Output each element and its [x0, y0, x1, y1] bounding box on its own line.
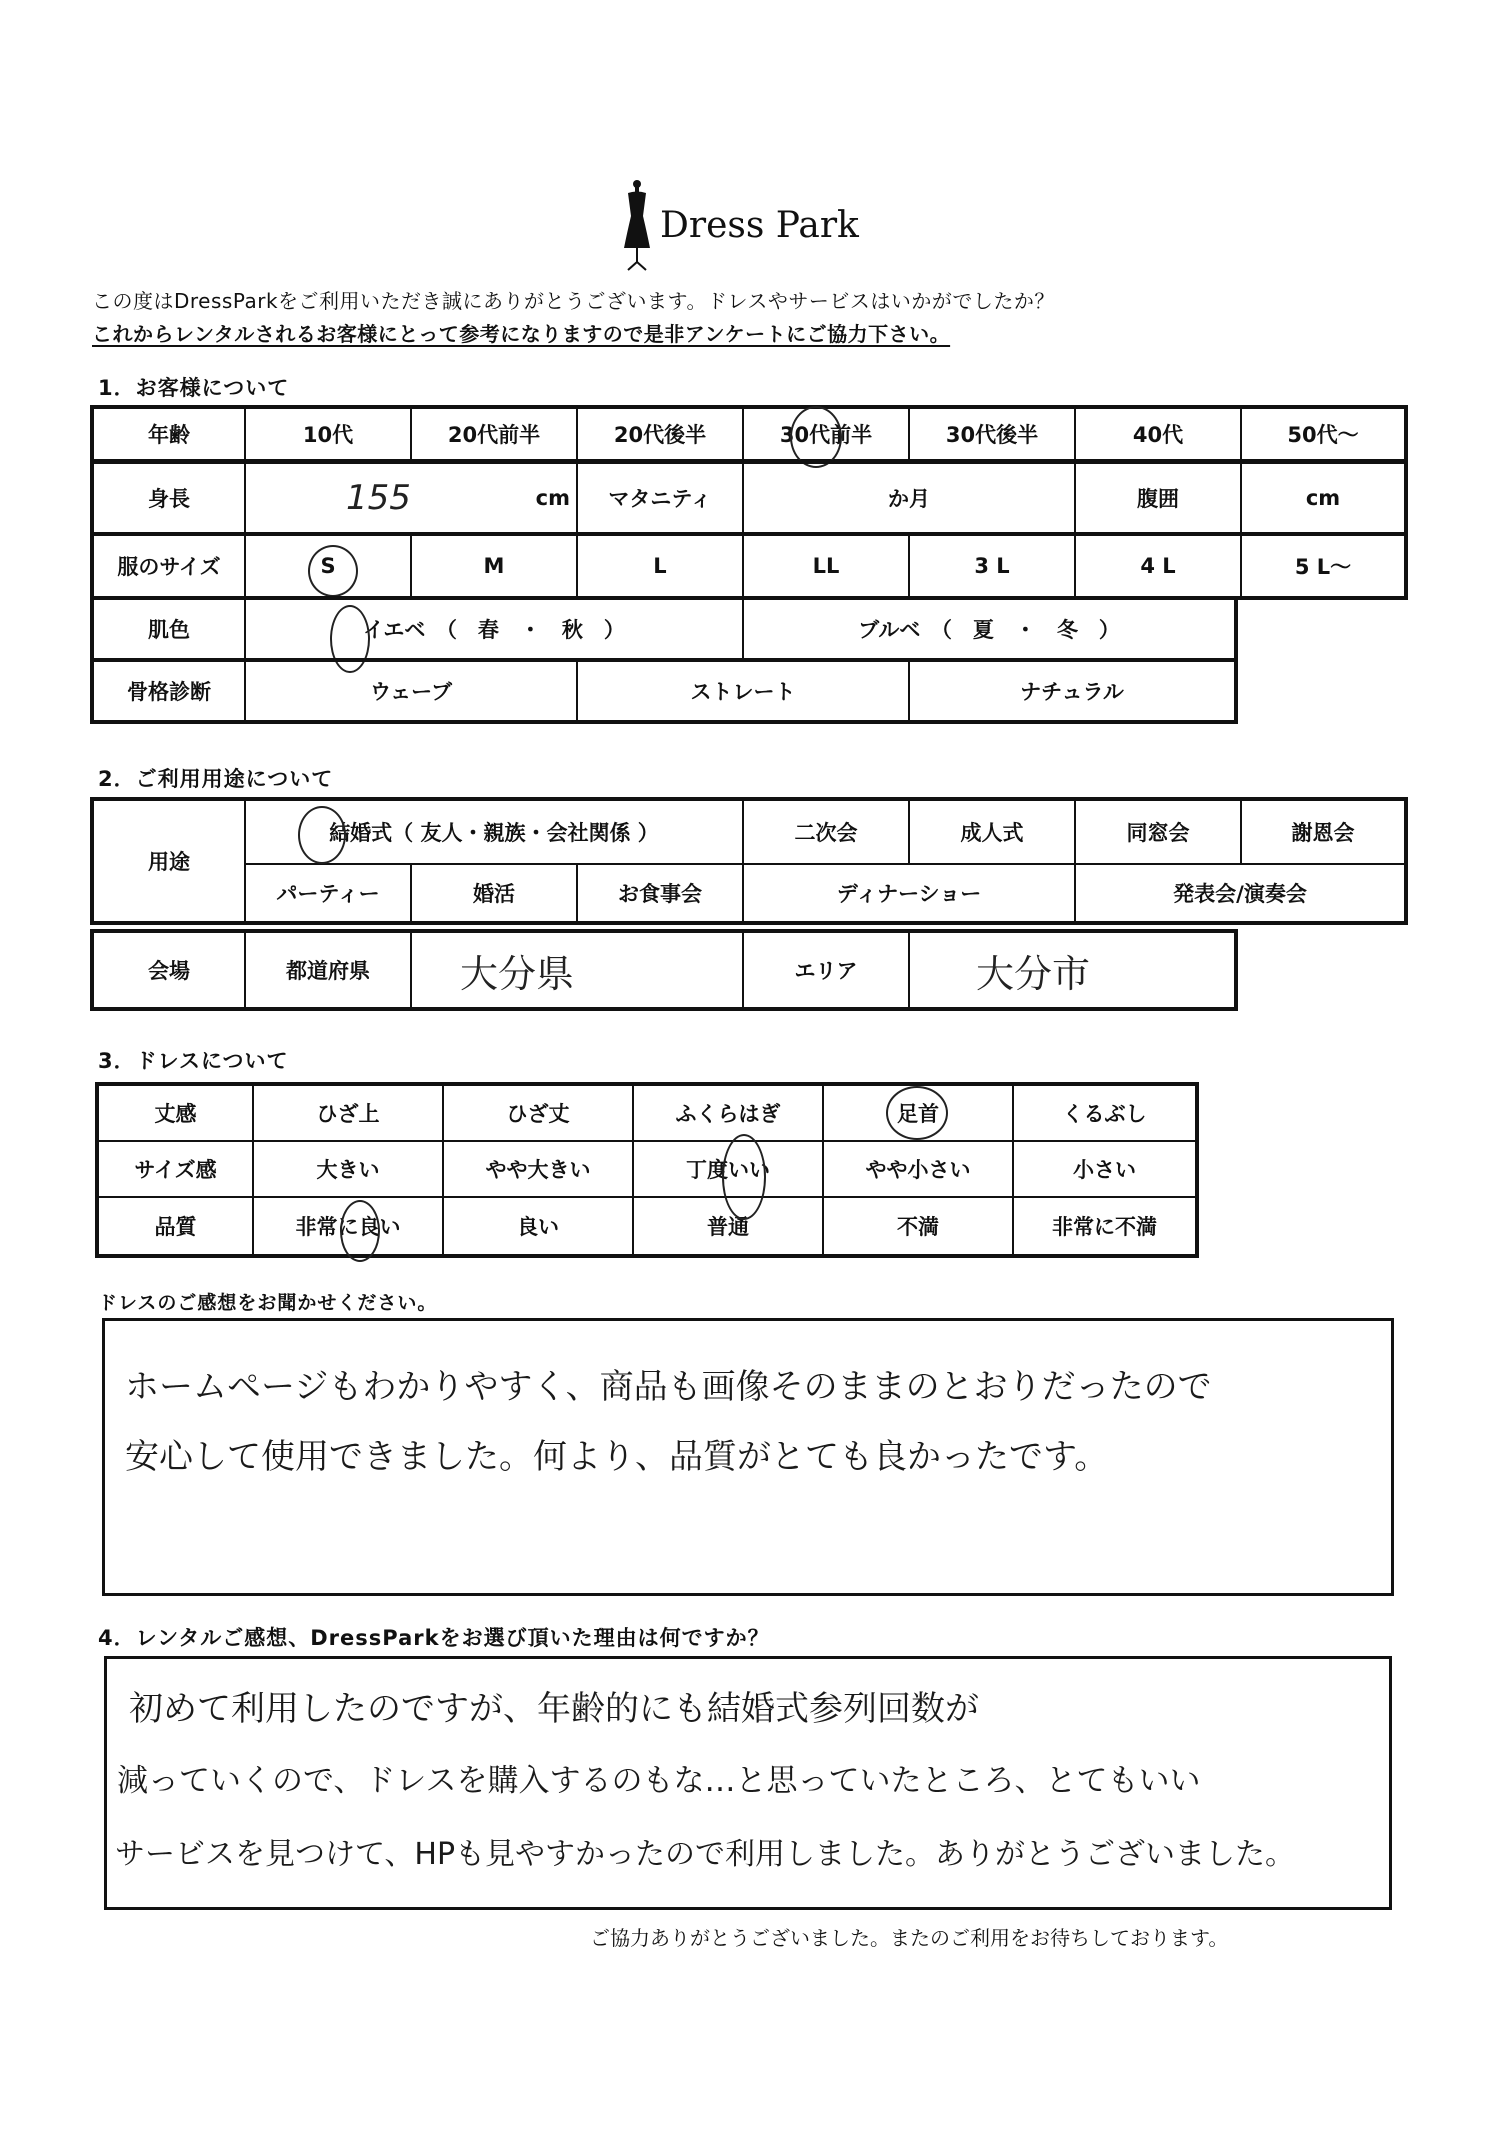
section-2-title: 2．ご利用用途について [98, 767, 334, 791]
height-table [90, 460, 1408, 536]
fit-option-selected[interactable]: 丁度いい [634, 1142, 824, 1198]
skin-option-blue-base[interactable]: ブルベ （ 夏 ・ 冬 ） [858, 618, 1120, 642]
size-option[interactable]: 3 L [910, 536, 1076, 596]
impression-prompt: ドレスのご感想をお聞かせください。 [98, 1292, 438, 1314]
impression-box[interactable] [102, 1318, 1394, 1596]
size-table [90, 532, 1408, 600]
age-option[interactable]: 50代～ [1287, 423, 1359, 447]
area-label: エリア [744, 933, 910, 1007]
skin-label: 肌色 [94, 600, 246, 658]
impression-line-2: 安心して使用できました。何より、品質がとても良かったです。 [125, 1437, 1109, 1477]
length-option[interactable]: ひざ丈 [444, 1086, 634, 1142]
purpose-option[interactable]: ディナーショー [744, 865, 1076, 921]
dress-table [95, 1082, 1199, 1258]
impression-line-1: ホームページもわかりやすく、商品も画像そのままのとおりだったので [125, 1367, 1212, 1407]
purpose-option[interactable]: 発表会/演奏会 [1173, 882, 1307, 906]
body-option[interactable]: ウェーブ [246, 662, 578, 720]
fit-label: サイズ感 [99, 1142, 254, 1198]
size-option[interactable]: 5 L～ [1294, 555, 1352, 579]
intro-line-1: この度はDressParkをご利用いただき誠にありがとうございます。ドレスやサービスはいかがでしたか？ [92, 289, 1055, 313]
length-option-selected[interactable]: 足首 [824, 1086, 1014, 1142]
fit-option[interactable]: 大きい [254, 1142, 444, 1198]
quality-option[interactable]: 普通 [634, 1198, 824, 1254]
age-table [90, 405, 1408, 463]
fit-option[interactable]: 小さい [1014, 1142, 1195, 1198]
skin-table [90, 596, 1238, 662]
body-label: 骨格診断 [94, 662, 246, 720]
length-option[interactable]: ふくらはぎ [634, 1086, 824, 1142]
purpose-label: 用途 [94, 801, 246, 921]
purpose-option[interactable]: パーティー [246, 865, 412, 921]
purpose-option[interactable]: 同窓会 [1076, 801, 1242, 865]
quality-option[interactable]: 不満 [824, 1198, 1014, 1254]
prefecture-field[interactable] [412, 933, 744, 1007]
size-option[interactable]: 4 L [1076, 536, 1242, 596]
closing-message: ご協力ありがとうございました。またのご利用をお待ちしております。 [590, 1926, 1229, 1950]
age-option[interactable]: 30代後半 [910, 409, 1076, 459]
size-option[interactable]: M [412, 536, 578, 596]
purpose-option[interactable]: 謝恩会 [1242, 801, 1404, 865]
reason-line-3: サービスを見つけて、HPも見やすかったので利用しました。ありがとうございました。 [115, 1837, 1296, 1872]
brand-logo-text: Dress Park [660, 205, 859, 246]
skin-option-yellow-base[interactable]: イエベ （ 春 ・ 秋 ） [246, 600, 744, 658]
purpose-option[interactable]: 婚活 [412, 865, 578, 921]
area-field[interactable] [910, 933, 1234, 1007]
section-4-title: 4．レンタルご感想、DressParkをお選び頂いた理由は何ですか？ [98, 1626, 770, 1650]
height-label: 身長 [94, 464, 246, 532]
length-option[interactable]: くるぶし [1014, 1086, 1195, 1142]
quality-option-selected[interactable]: 非常に良い [254, 1198, 444, 1254]
age-label: 年齢 [94, 409, 246, 459]
age-option[interactable]: 20代後半 [578, 409, 744, 459]
quality-option[interactable]: 良い [444, 1198, 634, 1254]
area-value: 大分市 [976, 951, 1091, 996]
purpose-option-wedding[interactable]: 結婚式（ 友人・親族・会社関係 ） [246, 801, 744, 865]
prefecture-value: 大分県 [460, 951, 575, 996]
maternity-label: マタニティ [578, 464, 744, 532]
height-value: 155 [346, 478, 411, 518]
belly-unit[interactable]: cm [1305, 486, 1341, 510]
purpose-table [90, 797, 1408, 925]
length-label: 丈感 [99, 1086, 254, 1142]
body-table [90, 658, 1238, 724]
venue-label: 会場 [94, 933, 246, 1007]
section-1-title: 1．お客様について [98, 376, 290, 400]
age-option[interactable]: 20代前半 [412, 409, 578, 459]
height-unit: cm [535, 486, 570, 510]
size-option[interactable]: L [578, 536, 744, 596]
section-3-title: 3．ドレスについて [98, 1049, 289, 1073]
body-option[interactable]: ストレート [578, 662, 910, 720]
size-option-selected[interactable]: S [246, 536, 412, 596]
venue-table [90, 929, 1238, 1011]
prefecture-label: 都道府県 [246, 933, 412, 1007]
fit-option[interactable]: やや大きい [444, 1142, 634, 1198]
purpose-option[interactable]: 二次会 [744, 801, 910, 865]
dress-form-icon [622, 178, 652, 274]
quality-label: 品質 [99, 1198, 254, 1254]
reason-line-1: 初めて利用したのですが、年齢的にも結婚式参列回数が [129, 1689, 979, 1729]
body-option[interactable]: ナチュラル [1020, 680, 1124, 704]
reason-box[interactable] [104, 1656, 1392, 1910]
reason-line-2: 減っていくので、ドレスを購入するのもな…と思っていたところ、とてもいい [117, 1763, 1201, 1799]
size-label: 服のサイズ [94, 536, 246, 596]
purpose-option[interactable]: 成人式 [910, 801, 1076, 865]
age-option-selected[interactable]: 30代前半 [744, 409, 910, 459]
belly-label: 腹囲 [1076, 464, 1242, 532]
purpose-option[interactable]: お食事会 [578, 865, 744, 921]
age-option[interactable]: 10代 [246, 409, 412, 459]
quality-option[interactable]: 非常に不満 [1052, 1215, 1157, 1239]
age-option[interactable]: 40代 [1076, 409, 1242, 459]
fit-option[interactable]: やや小さい [824, 1142, 1014, 1198]
length-option[interactable]: ひざ上 [254, 1086, 444, 1142]
height-field[interactable] [246, 464, 578, 532]
size-option[interactable]: LL [744, 536, 910, 596]
intro-line-2: これからレンタルされるお客様にとって参考になりますので是非アンケートにご協力下さい。 [92, 322, 951, 346]
maternity-unit[interactable]: か月 [744, 464, 1076, 532]
